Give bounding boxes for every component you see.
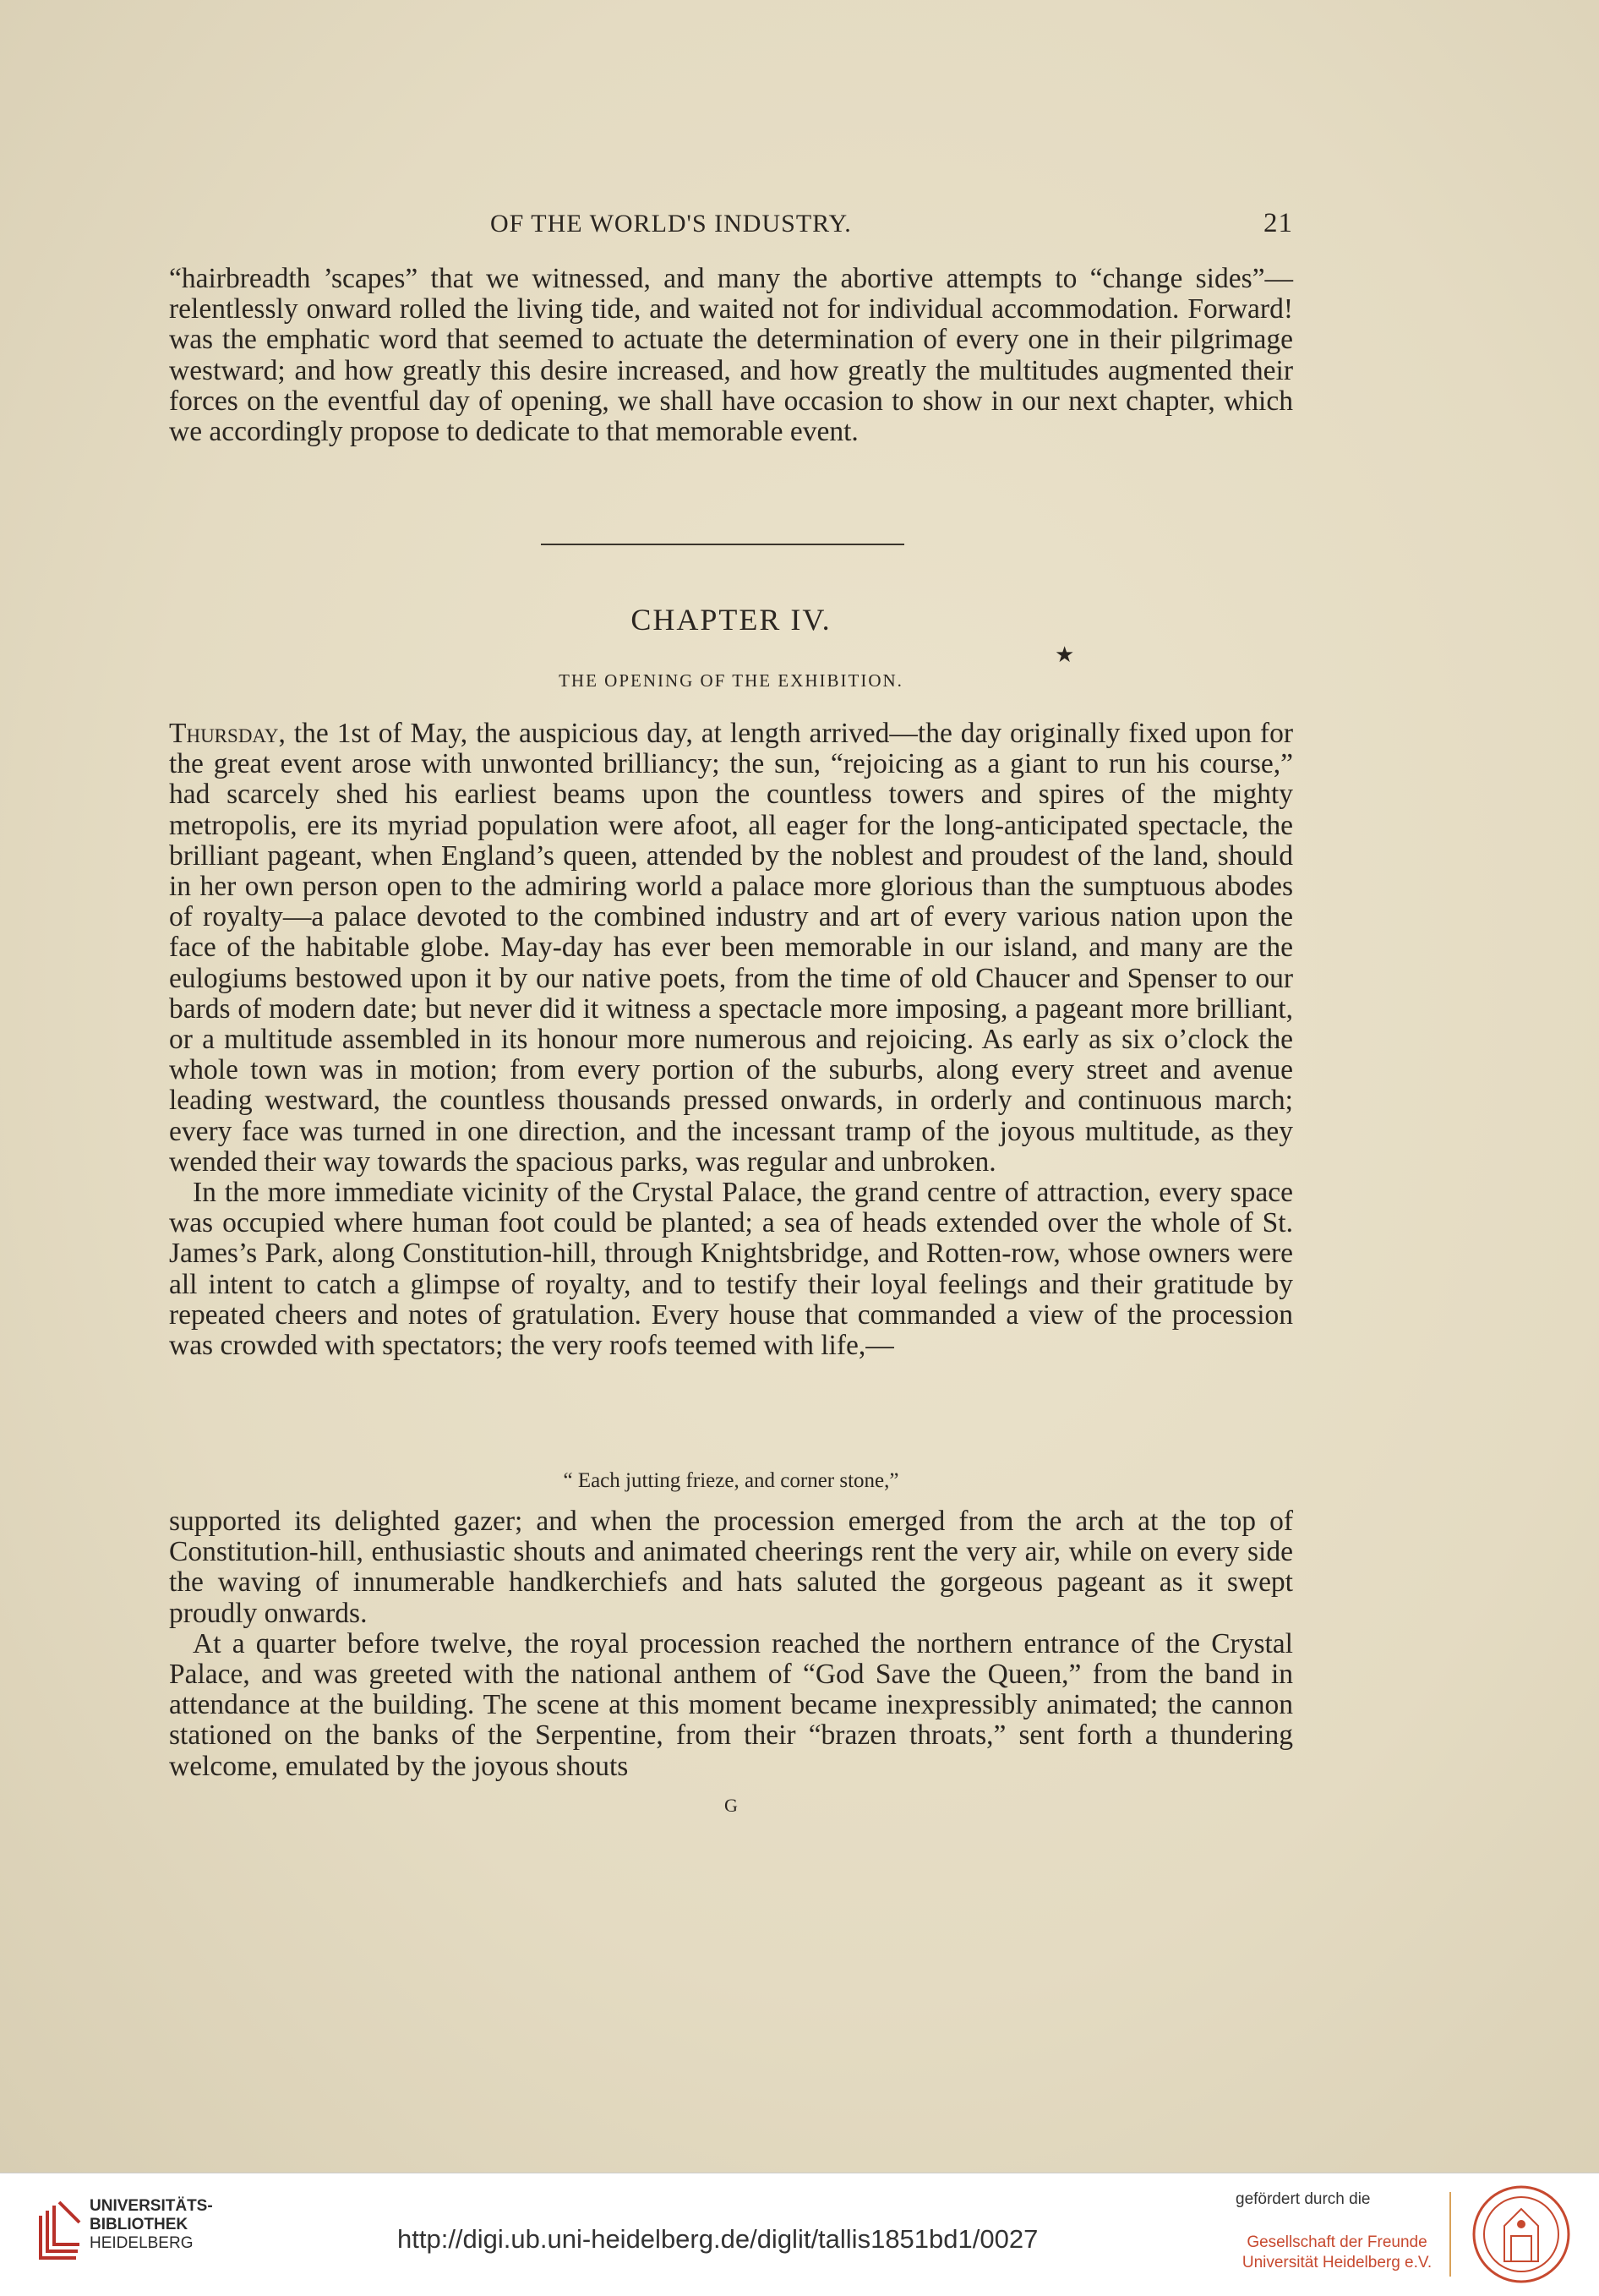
chapter-body-continued (169, 1506, 1293, 1782)
sponsor-name-line1: Gesellschaft der Freunde (1247, 2233, 1427, 2251)
signature-mark: G (724, 1795, 738, 1816)
asterisk-mark: ★ (1055, 642, 1075, 667)
library-name-line1: UNIVERSITÄTS- (90, 2197, 213, 2215)
paragraph-3: supported its delighted gazer; and when the procession emerged from the arch at the top of Constitution-hill, enthusiastic shouts and animated cheerings rent the very air, while on every side the waving of innumerable handkerchiefs and hats saluted the gorgeous pageant as it swept proudly onwards. (169, 1506, 1293, 1629)
library-name-line2: BIBLIOTHEK (90, 2216, 188, 2233)
university-seal-icon (1471, 2184, 1572, 2285)
chapter-subtitle: THE OPENING OF THE EXHIBITION. (559, 670, 903, 691)
library-name-line3: HEIDELBERG (90, 2234, 194, 2252)
paragraph-1-text: the 1st of May, the auspicious day, at length arrived—the day originally fixed upon for the great event arose with unwonted brilliancy; the sun, “rejoicing as a giant to run his course,” had scarcely shed his earliest beams upon the countless towers and spires of the mighty metropolis, ere its myriad population were afoot, all eager for the long-anticipated spectacle, the brilliant pageant, when England’s queen, attended by the noblest and proudest of the land, should in her own person open to the admiring world a palace more glorious than the sumptuous abodes of royalty—a palace devoted to the combined industry and art of every various nation upon the face of the habitable globe. May-day has ever been memorable in our island, and many are the eulogiums bestowed upon it by our native poets, from the time of old Chaucer and Spenser to our bards of modern date; but never did it witness a spectacle more imposing, a pageant more brilliant, or a multitude assembled in its honour more numerous and rejoicing. As early as six o’clock the whole town was in motion; from every portion of the suburbs, along every street and avenue leading westward, the countless thousands pressed onwards, in orderly and continuous march; every face was turned in one direction, and the incessant tramp of the joyous multitude, as they wended their way towards the spacious parks, was regular and unbroken. (169, 718, 1293, 1178)
section-divider (541, 544, 904, 545)
verse-quote: “ Each jutting frieze, and corner stone,” (563, 1469, 899, 1492)
page-header (169, 203, 1293, 245)
paragraph-0: “hairbreadth ’scapes” that we witnessed, and many the abortive attempts to “change sides”—relentlessly onward rolled the living tide, and waited not for individual accommodation. Forward! was the emphatic word that seemed to actuate the determination of every one in their pilgrimage westward; and how greatly this desire increased, and how greatly the multitudes augmented their forces on the eventful day of opening, we shall have occasion to show in our next chapter, which we accordingly propose to dedicate to that memorable event. (169, 263, 1293, 448)
paragraph-lead-word: Thursday, (169, 718, 286, 749)
library-name (90, 2197, 213, 2253)
sponsor-name-line2: Universität Heidelberg e.V. (1242, 2254, 1433, 2271)
page-number: 21 (1263, 208, 1293, 238)
paragraph-2: In the more immediate vicinity of the Crystal Palace, the grand centre of attraction, every space was occupied where human foot could be planted; a sea of heads extended over the whole of St. James’s Park, along Constitution-hill, through Knightsbridge, and Rotten-row, whose owners were all intent to catch a glimpse of royalty, and to testify their loyal feelings and their gratitude by repeated cheers and notes of gratulation. Every house that commanded a view of the procession was crowded with spectators; the very roofs teemed with life,— (169, 1177, 1293, 1362)
sponsor-lead: gefördert durch die (1236, 2190, 1371, 2208)
paragraph-4: At a quarter before twelve, the royal procession reached the northern entrance of the Crystal Palace, and was greeted with the national anthem of “God Save the Queen,” from the band in attendance at the building. The scene at this moment became inexpressibly animated; the cannon stationed on the banks of the Serpentine, from their “brazen throats,” sent forth a thundering welcome, emulated by the joyous shouts (169, 1627, 1293, 1782)
library-logo-icon (34, 2199, 85, 2266)
paragraph-continued (169, 264, 1293, 447)
footer-divider (1449, 2192, 1451, 2277)
paragraph-1 (169, 719, 1293, 1178)
sponsor-name (1236, 2233, 1438, 2273)
sponsor-block (1236, 2190, 1438, 2273)
chapter-body (169, 719, 1293, 1361)
permalink-url[interactable]: http://digi.ub.uni-heidelberg.de/diglit/tallis1851bd1/0027 (397, 2224, 1039, 2254)
running-title: OF THE WORLD'S INDUSTRY. (490, 210, 852, 238)
chapter-title: CHAPTER IV. (630, 603, 832, 637)
digitization-footer (0, 2173, 1599, 2296)
